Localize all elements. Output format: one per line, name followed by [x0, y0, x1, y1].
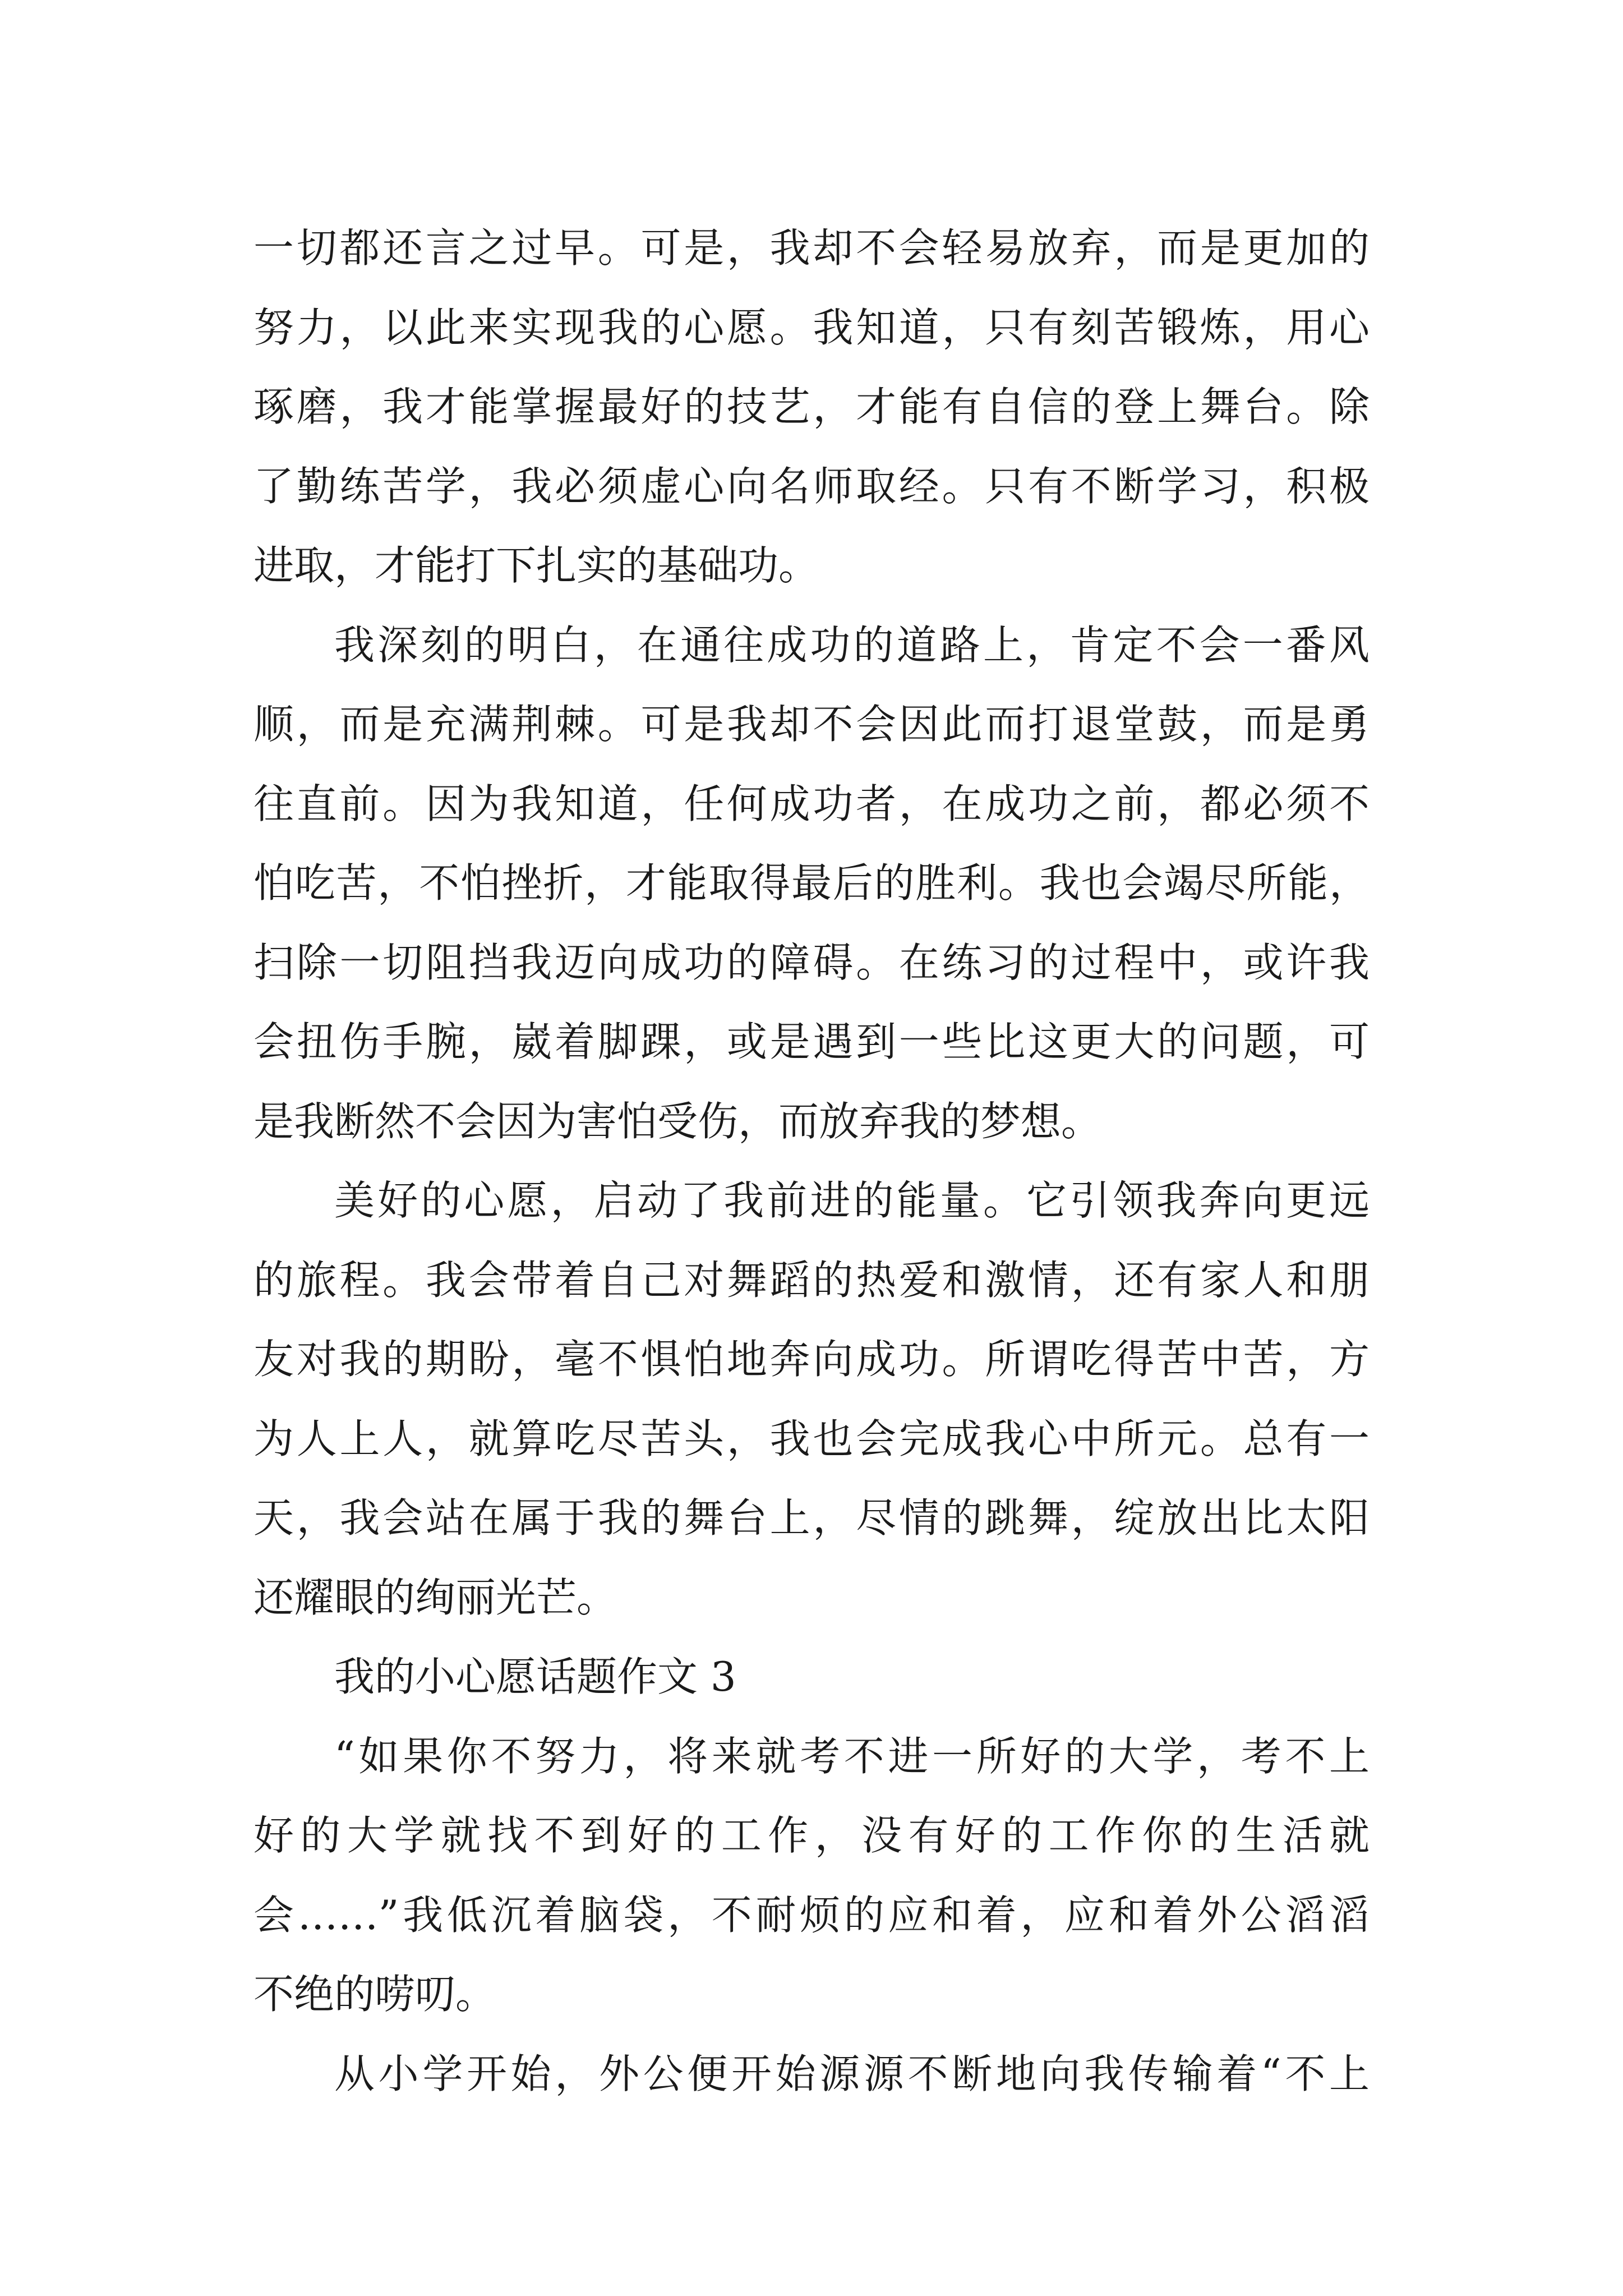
text-line: 的旅程。我会带着自己对舞蹈的热爱和激情，还有家人和朋	[253, 1256, 1370, 1304]
text-line: 怕吃苦，不怕挫折，才能取得最后的胜利。我也会竭尽所能，	[253, 859, 1370, 907]
text-line: 顺，而是充满荆棘。可是我却不会因此而打退堂鼓，而是勇	[253, 701, 1370, 748]
text-line: 了勤练苦学，我必须虚心向名师取经。只有不断学习，积极	[253, 462, 1370, 510]
text-line: 好的大学就找不到好的工作，没有好的工作你的生活就	[253, 1812, 1370, 1859]
text-line: 会扭伤手腕，崴着脚踝，或是遇到一些比这更大的问题，可	[253, 1018, 1370, 1065]
paragraph-first-line: “如果你不努力，将来就考不进一所好的大学，考不上	[334, 1732, 1370, 1780]
text-line: 天，我会站在属于我的舞台上，尽情的跳舞，绽放出比太阳	[253, 1494, 1370, 1542]
text-line: 不绝的唠叨。	[253, 1971, 496, 2018]
text-line: 友对我的期盼，毫不惧怕地奔向成功。所谓吃得苦中苦，方	[253, 1336, 1370, 1383]
text-line: 还耀眼的绚丽光芒。	[253, 1573, 617, 1621]
text-line: 进取，才能打下扎实的基础功。	[253, 542, 819, 589]
paragraph-first-line: 从小学开始，外公便开始源源不断地向我传输着“不上	[334, 2050, 1370, 2097]
text-line: 努力，以此来实现我的心愿。我知道，只有刻苦锻炼，用心	[253, 303, 1370, 351]
paragraph-first-line: 我深刻的明白，在通往成功的道路上，肯定不会一番风	[334, 621, 1370, 669]
text-line: 是我断然不会因为害怕受伤，而放弃我的梦想。	[253, 1097, 1102, 1145]
text-line: 会……”我低沉着脑袋，不耐烦的应和着，应和着外公滔滔	[253, 1891, 1370, 1939]
paragraph-first-line: 美好的心愿，启动了我前进的能量。它引领我奔向更远	[334, 1177, 1370, 1224]
text-line: 往直前。因为我知道，任何成功者，在成功之前，都必须不	[253, 780, 1370, 827]
text-line: 扫除一切阻挡我迈向成功的障碍。在练习的过程中，或许我	[253, 938, 1370, 986]
text-line: 琢磨，我才能掌握最好的技艺，才能有自信的登上舞台。除	[253, 383, 1370, 430]
text-line: 一切都还言之过早。可是，我却不会轻易放弃，而是更加的	[253, 224, 1370, 272]
text-line: 为人上人，就算吃尽苦头，我也会完成我心中所元。总有一	[253, 1415, 1370, 1462]
section-heading: 我的小心愿话题作文 3	[334, 1653, 736, 1700]
document-body	[253, 209, 1370, 2114]
